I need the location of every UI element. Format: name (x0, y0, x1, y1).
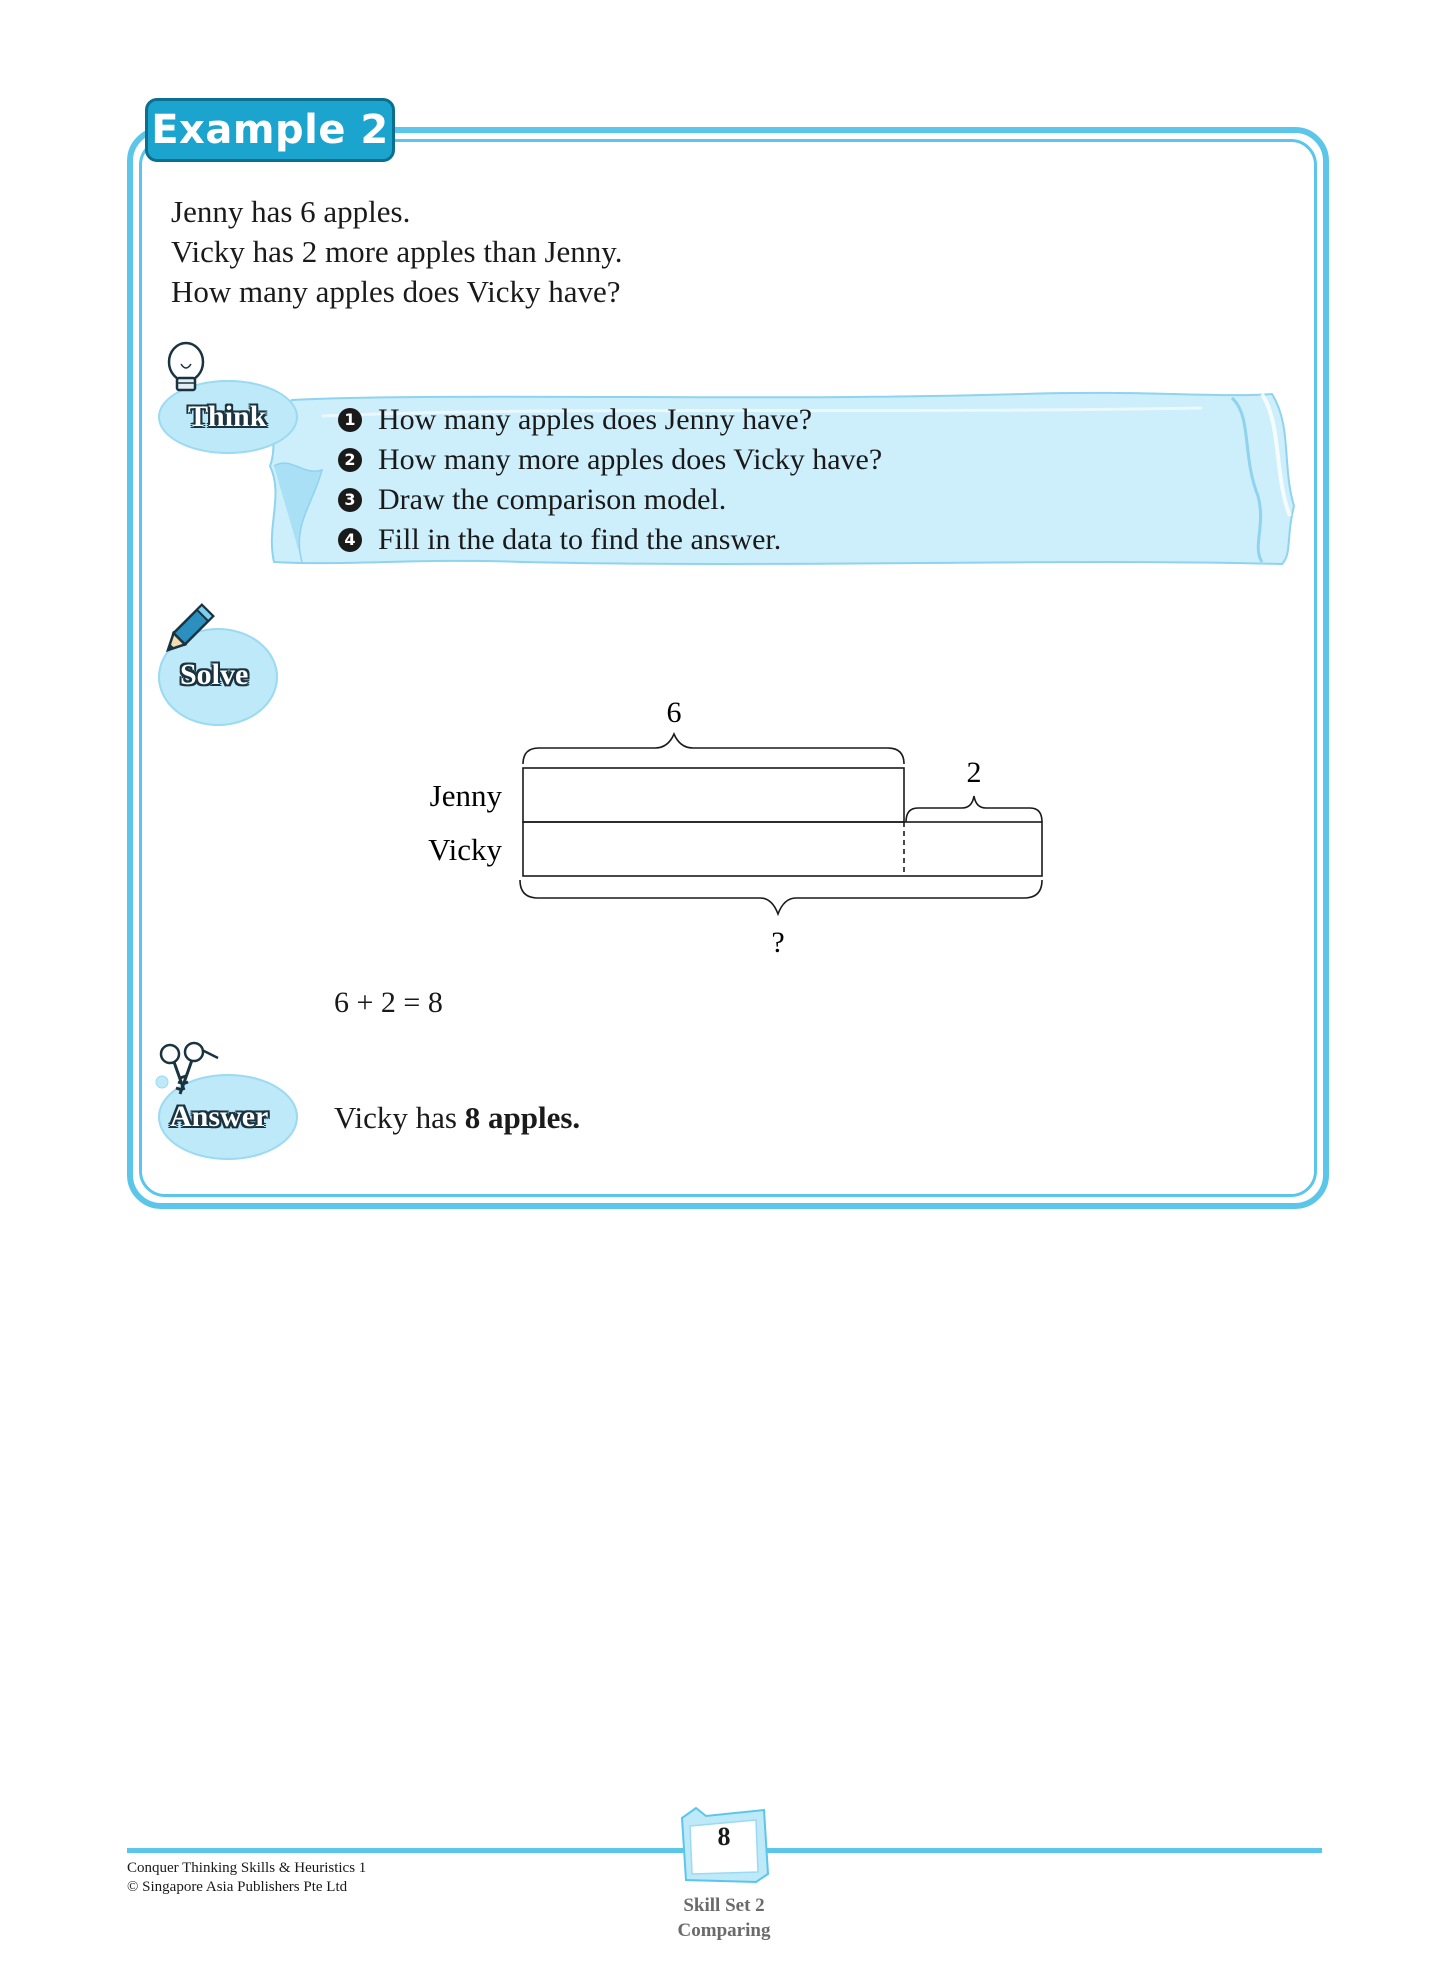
keys-icon (154, 1040, 222, 1104)
step-number: 2 (338, 448, 362, 472)
jenny-row-label: Jenny (429, 778, 502, 813)
think-steps (338, 400, 882, 560)
total-value-label: ? (771, 926, 785, 959)
vicky-bar (523, 822, 1042, 876)
lightbulb-icon (162, 340, 212, 398)
problem-text (171, 192, 623, 312)
think-step (338, 400, 882, 440)
think-step (338, 520, 882, 560)
comparison-bar-model (400, 682, 1060, 962)
skill-name: Comparing (677, 1920, 771, 1941)
step-text: How many apples does Jenny have? (378, 403, 813, 436)
think-label: Think (188, 400, 267, 433)
jenny-value-label: 6 (666, 696, 682, 729)
total-brace (520, 880, 1042, 914)
think-step (338, 480, 882, 520)
vicky-row-label: Vicky (428, 832, 502, 867)
jenny-brace (523, 734, 904, 764)
answer-bold: 8 apples. (464, 1100, 581, 1135)
page-number: 8 (717, 1822, 731, 1851)
answer-text (334, 1100, 580, 1136)
problem-line: How many apples does Vicky have? (171, 274, 621, 309)
difference-brace (906, 796, 1042, 822)
footer-credits (127, 1859, 366, 1897)
equation: 6 + 2 = 8 (334, 986, 443, 1019)
step-number: 1 (338, 408, 362, 432)
step-text: How many more apples does Vicky have? (378, 443, 883, 476)
skill-set: Skill Set 2 (683, 1895, 765, 1916)
answer-prefix: Vicky has (334, 1100, 465, 1135)
footer-section (620, 1893, 828, 1943)
step-number: 4 (338, 528, 362, 552)
problem-line: Jenny has 6 apples. (171, 194, 411, 229)
difference-value-label: 2 (966, 756, 982, 789)
book-title: Conquer Thinking Skills & Heuristics 1 (127, 1860, 367, 1876)
step-text: Draw the comparison model. (378, 483, 727, 516)
example-title: Example 2 (145, 98, 395, 162)
step-text: Fill in the data to find the answer. (378, 523, 782, 556)
step-number: 3 (338, 488, 362, 512)
problem-line: Vicky has 2 more apples than Jenny. (171, 234, 623, 269)
solve-label: Solve (180, 658, 249, 691)
answer-label: Answer (170, 1100, 269, 1133)
pencil-icon (156, 600, 218, 662)
copyright: © Singapore Asia Publishers Pte Ltd (127, 1879, 348, 1895)
jenny-bar (523, 768, 904, 822)
think-step (338, 440, 882, 480)
